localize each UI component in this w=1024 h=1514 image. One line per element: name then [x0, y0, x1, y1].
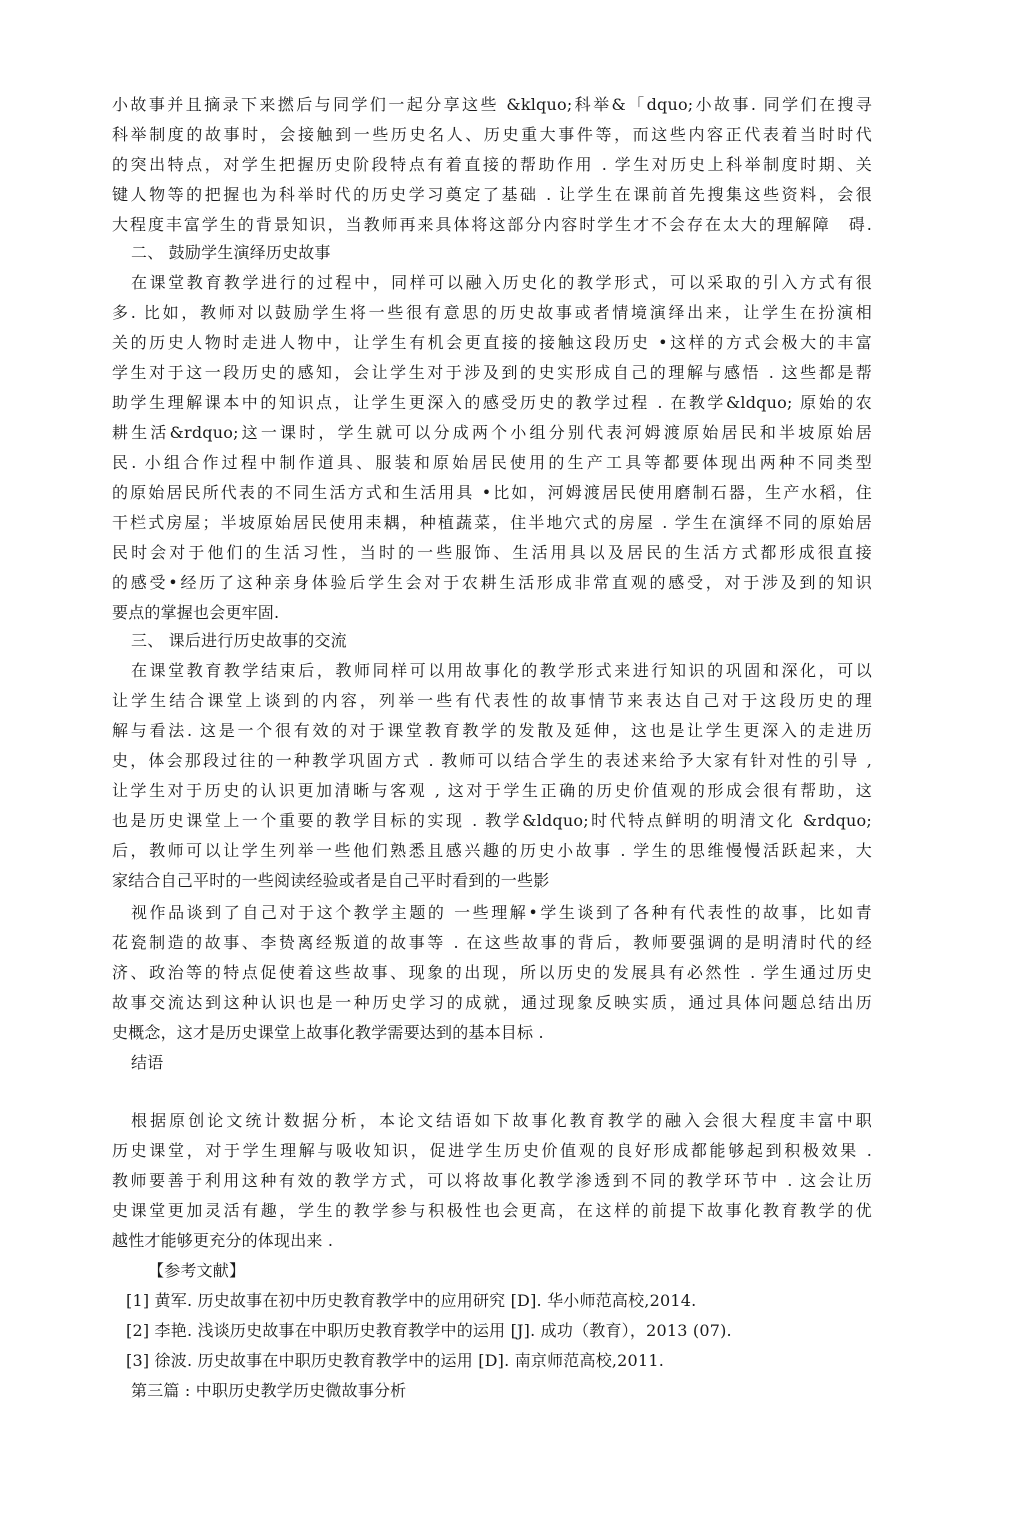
paragraph-4-line: 视作品谈到了自己对于这个教学主题的 一些理解•学生谈到了各种有代表性的故事，比如青 [131, 903, 872, 922]
paragraph-2-line: 多. 比如，教师对以鼓励学生将一些很有意思的历史故事或者情境演绎出来，让学生在扮演相 [112, 303, 872, 322]
paragraph-2-line: 关的历史人物时走进人物中，让学生有机会更直接的接触这段历史 •这样的方式会极大的丰富 [112, 333, 872, 352]
paragraph-2-line: 的原始居民所代表的不同生活方式和生活用具 •比如，河姆渡居民使用磨制石器，生产水稻，住 [112, 483, 872, 502]
reference-item: [3] 徐波. 历史故事在中职历史教育教学中的运用 [D]. 南京师范高校,2011. [126, 1351, 664, 1370]
paragraph-5-line: 越性才能够更充分的体现出来 . [112, 1231, 334, 1250]
paragraph-3-line: 后，教师可以让学生列举一些他们熟悉且感兴趣的历史小故事 . 学生的思维慢慢活跃起来，大 [112, 841, 872, 860]
next-article-title: 第三篇 : 中职历史教学历史微故事分析 [131, 1381, 407, 1400]
paragraph-4-line: 花瓷制造的故事、李贽离经叛道的故事等 . 在这些故事的背后，教师要强调的是明清时代的经 [112, 933, 872, 952]
paragraph-4-line: 济、政治等的特点促使着这些故事、现象的出现，所以历史的发展具有必然性 . 学生通过历史 [112, 963, 872, 982]
paragraph-1-line: 键人物等的把握也为科举时代的历史学习奠定了基础 . 让学生在课前首先搜集这些资料，会很 [112, 185, 872, 204]
paragraph-1-line: 大程度丰富学生的背景知识，当教师再来具体将这部分内容时学生才不会存在太大的理解障 碍. [112, 215, 872, 234]
reference-item: [1] 黄军. 历史故事在初中历史教育教学中的应用研究 [D]. 华小师范高校,2014. [126, 1291, 697, 1310]
paragraph-3-line: 解与看法. 这是一个很有效的对于课堂教育教学的发散及延伸，这也是让学生更深入的走进历 [112, 721, 872, 740]
paragraph-5-line: 教师要善于利用这种有效的教学方式，可以将故事化教学渗透到不同的教学环节中 . 这会让历 [112, 1171, 872, 1190]
paragraph-2-line: 的感受•经历了这种亲身体验后学生会对于农耕生活形成非常直观的感受，对于涉及到的知识 [112, 573, 872, 592]
paragraph-2-line: 耕生活&rdquo;这一课时，学生就可以分成两个小组分别代表河姆渡原始居民和半坡原始居 [112, 423, 872, 442]
paragraph-1-line: 科举制度的故事时，会接触到一些历史名人、历史重大事件等，而这些内容正代表着当时时代 [112, 125, 872, 144]
paragraph-3-line: 史，体会那段过往的一种教学巩固方式 . 教师可以结合学生的表述来给予大家有针对性的引导 , [112, 751, 872, 770]
reference-item: [2] 李艳. 浅谈历史故事在中职历史教育教学中的运用 [J]. 成功（教育），2013 (07). [126, 1321, 732, 1340]
section-heading-2: 二、 鼓励学生演绎历史故事 [131, 243, 331, 262]
paragraph-3-line: 也是历史课堂上一个重要的教学目标的实现 . 教学&ldquo;时代特点鲜明的明清文化 &rdquo; [112, 811, 872, 830]
paragraph-3-line: 家结合自己平时的一些阅读经验或者是自己平时看到的一些影 [112, 871, 550, 890]
section-heading-3: 三、 课后进行历史故事的交流 [131, 631, 347, 650]
paragraph-1-line: 的突出特点，对学生把握历史阶段特点有着直接的帮助作用 . 学生对历史上科举制度时期、关 [112, 155, 872, 174]
paragraph-2-line: 民时会对于他们的生活习性，当时的一些服饰、生活用具以及居民的生活方式都形成很直接 [112, 543, 872, 562]
paragraph-2-line: 要点的掌握也会更牢固. [112, 603, 280, 622]
paragraph-3-line: 在课堂教育教学结束后，教师同样可以用故事化的教学形式来进行知识的巩固和深化，可以 [131, 661, 872, 680]
paragraph-2-line: 在课堂教育教学进行的过程中，同样可以融入历史化的教学形式，可以采取的引入方式有很 [131, 273, 872, 292]
paragraph-3-line: 让学生结合课堂上谈到的内容，列举一些有代表性的故事情节来表达自己对于这段历史的理 [112, 691, 872, 710]
paragraph-4-line: 史概念，这才是历史课堂上故事化教学需要达到的基本目标 . [112, 1023, 544, 1042]
conclusion-heading: 结语 [131, 1053, 164, 1072]
paragraph-2-line: 民. 小组合作过程中制作道具、服装和原始居民使用的生产工具等都要体现出两种不同类型 [112, 453, 872, 472]
paragraph-5-line: 史课堂更加灵活有趣，学生的教学参与积极性也会更高，在这样的前提下故事化教育教学的优 [112, 1201, 872, 1220]
paragraph-5-line: 历史课堂，对于学生理解与吸收知识，促进学生历史价值观的良好形成都能够起到积极效果 . [112, 1141, 872, 1160]
paragraph-4-line: 故事交流达到这种认识也是一种历史学习的成就，通过现象反映实质，通过具体问题总结出历 [112, 993, 872, 1012]
paragraph-3-line: 让学生对于历史的认识更加清晰与客观 , 这对于学生正确的历史价值观的形成会很有帮助，这 [112, 781, 872, 800]
paragraph-2-line: 助学生理解课本中的知识点，让学生更深入的感受历史的教学过程 . 在教学&ldquo; 原始的农 [112, 393, 872, 412]
paragraph-5-line: 根据原创论文统计数据分析，本论文结语如下故事化教育教学的融入会很大程度丰富中职 [131, 1111, 872, 1130]
paragraph-2-line: 干栏式房屋；半坡原始居民使用耒耦，种植蔬菜，住半地穴式的房屋 . 学生在演绎不同的原始居 [112, 513, 872, 532]
references-heading: 【参考文献】 [148, 1261, 246, 1280]
paragraph-1-line: 小故事并且摘录下来撚后与同学们一起分享这些 &klquo;科举&「dquo;小故事. 同学们在搜寻 [112, 95, 872, 114]
paragraph-2-line: 学生对于这一段历史的感知，会让学生对于涉及到的史实形成自己的理解与感悟 . 这些都是帮 [112, 363, 872, 382]
